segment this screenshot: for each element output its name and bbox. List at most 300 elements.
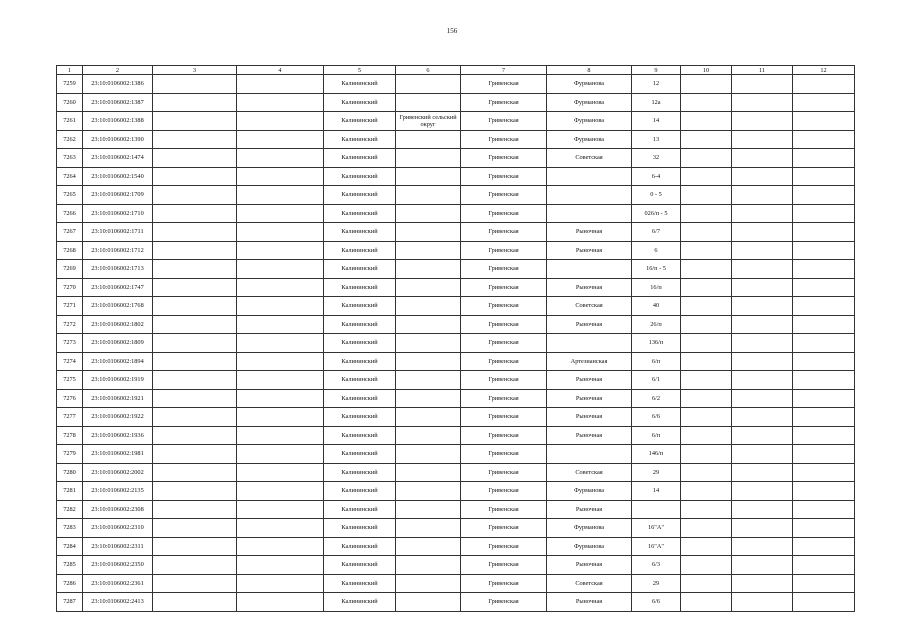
- cell-street: Советская: [547, 574, 632, 593]
- cell-col-3: [153, 167, 237, 186]
- cell-col-11: [732, 75, 793, 94]
- table-row: [57, 389, 855, 408]
- cell-col-12: [793, 445, 855, 464]
- column-header-col-4: 4: [237, 66, 324, 75]
- table-row: [57, 315, 855, 334]
- cell-row-number: 7281: [57, 482, 83, 501]
- table-row: [57, 260, 855, 279]
- cell-district: Калининский: [324, 426, 396, 445]
- table-row: [57, 371, 855, 390]
- cell-rural-district: [396, 426, 461, 445]
- cell-district: Калининский: [324, 445, 396, 464]
- cell-col-3: [153, 93, 237, 112]
- cell-col-12: [793, 186, 855, 205]
- cell-settlement: Гривенская: [461, 500, 547, 519]
- cell-settlement: Гривенская: [461, 445, 547, 464]
- cell-rural-district: [396, 537, 461, 556]
- table-body: [57, 75, 855, 612]
- cell-cadastral-number: 23:10:0106002:1712: [83, 241, 153, 260]
- cell-house-number: 6: [632, 241, 681, 260]
- cell-col-11: [732, 149, 793, 168]
- cell-rural-district: [396, 278, 461, 297]
- table-row: [57, 130, 855, 149]
- cell-col-4: [237, 445, 324, 464]
- cell-col-12: [793, 352, 855, 371]
- cell-col-11: [732, 371, 793, 390]
- cell-col-10: [681, 371, 732, 390]
- cell-row-number: 7271: [57, 297, 83, 316]
- cell-col-4: [237, 278, 324, 297]
- cell-rural-district: [396, 130, 461, 149]
- cell-settlement: Гривенская: [461, 167, 547, 186]
- table-header: [57, 66, 855, 75]
- cell-street: Фурманова: [547, 537, 632, 556]
- cell-settlement: Гривенская: [461, 556, 547, 575]
- cell-cadastral-number: 23:10:0106002:2002: [83, 463, 153, 482]
- cell-district: Калининский: [324, 241, 396, 260]
- cell-street: [547, 167, 632, 186]
- cell-street: Фурманова: [547, 519, 632, 538]
- cell-row-number: 7284: [57, 537, 83, 556]
- cell-rural-district: [396, 500, 461, 519]
- cell-col-10: [681, 482, 732, 501]
- cell-row-number: 7286: [57, 574, 83, 593]
- cell-cadastral-number: 23:10:0106002:1981: [83, 445, 153, 464]
- cell-col-4: [237, 260, 324, 279]
- cell-street: [547, 186, 632, 205]
- cell-street: [547, 445, 632, 464]
- cell-col-12: [793, 371, 855, 390]
- table-row: [57, 574, 855, 593]
- cell-district: Калининский: [324, 519, 396, 538]
- cell-district: Калининский: [324, 223, 396, 242]
- column-header-settlement: 7: [461, 66, 547, 75]
- cell-col-10: [681, 204, 732, 223]
- column-header-cadastral-number: 2: [83, 66, 153, 75]
- cell-col-12: [793, 463, 855, 482]
- cell-col-10: [681, 574, 732, 593]
- cell-street: Рыночная: [547, 241, 632, 260]
- cell-col-10: [681, 334, 732, 353]
- cell-row-number: 7270: [57, 278, 83, 297]
- cell-district: Калининский: [324, 260, 396, 279]
- cell-district: Калининский: [324, 167, 396, 186]
- cell-district: Калининский: [324, 334, 396, 353]
- cell-rural-district: [396, 75, 461, 94]
- cell-district: Калининский: [324, 278, 396, 297]
- cell-col-4: [237, 500, 324, 519]
- cell-cadastral-number: 23:10:0106002:1387: [83, 93, 153, 112]
- cell-col-12: [793, 519, 855, 538]
- cell-col-12: [793, 204, 855, 223]
- cell-cadastral-number: 23:10:0106002:2135: [83, 482, 153, 501]
- cell-row-number: 7269: [57, 260, 83, 279]
- cell-col-3: [153, 371, 237, 390]
- cell-col-11: [732, 389, 793, 408]
- cell-col-3: [153, 408, 237, 427]
- cell-house-number: 14: [632, 112, 681, 131]
- cell-col-12: [793, 260, 855, 279]
- cell-house-number: 026/п - 5: [632, 204, 681, 223]
- cell-house-number: 16"А": [632, 519, 681, 538]
- cell-street: Фурманова: [547, 482, 632, 501]
- cell-col-10: [681, 130, 732, 149]
- cell-col-4: [237, 482, 324, 501]
- cell-col-11: [732, 260, 793, 279]
- cell-cadastral-number: 23:10:0106002:1809: [83, 334, 153, 353]
- header-row: [57, 66, 855, 75]
- cell-col-3: [153, 352, 237, 371]
- cell-district: Калининский: [324, 75, 396, 94]
- cell-district: Калининский: [324, 315, 396, 334]
- cell-row-number: 7283: [57, 519, 83, 538]
- cell-col-12: [793, 500, 855, 519]
- cell-district: Калининский: [324, 112, 396, 131]
- cell-house-number: 26/п: [632, 315, 681, 334]
- cell-district: Калининский: [324, 500, 396, 519]
- cell-house-number: 146/п: [632, 445, 681, 464]
- cell-cadastral-number: 23:10:0106002:2311: [83, 537, 153, 556]
- cell-col-4: [237, 297, 324, 316]
- cell-col-3: [153, 241, 237, 260]
- cell-col-4: [237, 371, 324, 390]
- cell-col-4: [237, 75, 324, 94]
- cell-cadastral-number: 23:10:0106002:1711: [83, 223, 153, 242]
- cell-col-3: [153, 223, 237, 242]
- column-header-col-11: 11: [732, 66, 793, 75]
- cell-house-number: 16/п: [632, 278, 681, 297]
- cell-cadastral-number: 23:10:0106002:1894: [83, 352, 153, 371]
- cell-col-4: [237, 352, 324, 371]
- cell-settlement: Гривенская: [461, 389, 547, 408]
- cell-street: Советская: [547, 297, 632, 316]
- cell-col-3: [153, 574, 237, 593]
- column-header-district: 5: [324, 66, 396, 75]
- column-header-street: 8: [547, 66, 632, 75]
- cell-house-number: [632, 500, 681, 519]
- cell-col-12: [793, 593, 855, 612]
- cell-settlement: Гривенская: [461, 334, 547, 353]
- cell-settlement: Гривенская: [461, 574, 547, 593]
- cell-cadastral-number: 23:10:0106002:1768: [83, 297, 153, 316]
- cell-col-4: [237, 149, 324, 168]
- cell-col-11: [732, 574, 793, 593]
- cell-street: Рыночная: [547, 389, 632, 408]
- cell-settlement: Гривенская: [461, 149, 547, 168]
- cell-settlement: Гривенская: [461, 371, 547, 390]
- cell-col-10: [681, 186, 732, 205]
- cell-settlement: Гривенская: [461, 408, 547, 427]
- cell-cadastral-number: 23:10:0106002:1390: [83, 130, 153, 149]
- cell-col-4: [237, 186, 324, 205]
- cell-col-4: [237, 167, 324, 186]
- cell-rural-district: [396, 149, 461, 168]
- table-row: [57, 167, 855, 186]
- cell-cadastral-number: 23:10:0106002:1922: [83, 408, 153, 427]
- cell-rural-district: [396, 352, 461, 371]
- cell-col-10: [681, 537, 732, 556]
- cell-col-10: [681, 445, 732, 464]
- cell-col-3: [153, 445, 237, 464]
- cell-col-11: [732, 426, 793, 445]
- cell-house-number: 6/2: [632, 389, 681, 408]
- table-row: [57, 463, 855, 482]
- cell-settlement: Гривенская: [461, 426, 547, 445]
- cell-district: Калининский: [324, 556, 396, 575]
- cell-rural-district: [396, 93, 461, 112]
- cell-street: Советская: [547, 463, 632, 482]
- cell-col-3: [153, 500, 237, 519]
- cell-col-10: [681, 75, 732, 94]
- cell-col-12: [793, 130, 855, 149]
- cell-house-number: 6/6: [632, 593, 681, 612]
- column-header-house-number: 9: [632, 66, 681, 75]
- cell-district: Калининский: [324, 204, 396, 223]
- cell-col-10: [681, 241, 732, 260]
- cell-col-4: [237, 556, 324, 575]
- cell-district: Калининский: [324, 574, 396, 593]
- column-header-col-3: 3: [153, 66, 237, 75]
- cell-house-number: 29: [632, 574, 681, 593]
- cell-rural-district: [396, 574, 461, 593]
- cell-house-number: 16/п - 5: [632, 260, 681, 279]
- cell-row-number: 7285: [57, 556, 83, 575]
- cell-col-3: [153, 537, 237, 556]
- cell-col-11: [732, 537, 793, 556]
- cell-col-3: [153, 278, 237, 297]
- cell-house-number: 6/1: [632, 371, 681, 390]
- cell-col-10: [681, 463, 732, 482]
- cell-col-4: [237, 204, 324, 223]
- table-row: [57, 75, 855, 94]
- cell-col-11: [732, 167, 793, 186]
- table-row: [57, 537, 855, 556]
- cell-settlement: Гривенская: [461, 186, 547, 205]
- cell-house-number: 6/п: [632, 352, 681, 371]
- cell-district: Калининский: [324, 389, 396, 408]
- cell-rural-district: [396, 593, 461, 612]
- cell-street: Рыночная: [547, 408, 632, 427]
- cell-district: Калининский: [324, 371, 396, 390]
- table-row: [57, 408, 855, 427]
- cell-street: Рыночная: [547, 556, 632, 575]
- cell-col-3: [153, 112, 237, 131]
- cell-col-3: [153, 463, 237, 482]
- table-row: [57, 204, 855, 223]
- table-row: [57, 426, 855, 445]
- cell-cadastral-number: 23:10:0106002:1713: [83, 260, 153, 279]
- column-header-col-12: 12: [793, 66, 855, 75]
- cell-row-number: 7259: [57, 75, 83, 94]
- cell-house-number: 12: [632, 75, 681, 94]
- cell-rural-district: [396, 186, 461, 205]
- cell-col-11: [732, 445, 793, 464]
- table-row: [57, 278, 855, 297]
- cell-col-4: [237, 223, 324, 242]
- cell-col-4: [237, 408, 324, 427]
- cell-street: Рыночная: [547, 500, 632, 519]
- cell-col-12: [793, 574, 855, 593]
- cell-col-10: [681, 223, 732, 242]
- cell-street: Рыночная: [547, 223, 632, 242]
- cell-house-number: 6/6: [632, 408, 681, 427]
- cell-house-number: 12а: [632, 93, 681, 112]
- cell-district: Калининский: [324, 593, 396, 612]
- cell-col-3: [153, 260, 237, 279]
- cell-row-number: 7276: [57, 389, 83, 408]
- cell-rural-district: [396, 260, 461, 279]
- cell-col-11: [732, 297, 793, 316]
- cell-row-number: 7263: [57, 149, 83, 168]
- cell-col-12: [793, 334, 855, 353]
- cell-rural-district: [396, 519, 461, 538]
- cell-col-11: [732, 112, 793, 131]
- cell-settlement: Гривенская: [461, 463, 547, 482]
- cell-house-number: 32: [632, 149, 681, 168]
- cell-district: Калининский: [324, 408, 396, 427]
- cell-settlement: Гривенская: [461, 241, 547, 260]
- cell-col-4: [237, 519, 324, 538]
- cell-col-10: [681, 315, 732, 334]
- cell-col-3: [153, 204, 237, 223]
- cell-col-12: [793, 482, 855, 501]
- cell-district: Калининский: [324, 537, 396, 556]
- cell-settlement: Гривенская: [461, 223, 547, 242]
- cell-settlement: Гривенская: [461, 482, 547, 501]
- cell-col-4: [237, 315, 324, 334]
- cell-row-number: 7267: [57, 223, 83, 242]
- cell-row-number: 7287: [57, 593, 83, 612]
- cell-settlement: Гривенская: [461, 75, 547, 94]
- table-row: [57, 519, 855, 538]
- cell-cadastral-number: 23:10:0106002:1709: [83, 186, 153, 205]
- cell-col-11: [732, 593, 793, 612]
- cell-col-3: [153, 556, 237, 575]
- cell-house-number: 40: [632, 297, 681, 316]
- cell-rural-district: [396, 334, 461, 353]
- cell-col-4: [237, 389, 324, 408]
- cell-col-11: [732, 315, 793, 334]
- cell-rural-district: [396, 204, 461, 223]
- cell-rural-district: [396, 297, 461, 316]
- cell-district: Калининский: [324, 93, 396, 112]
- cell-col-4: [237, 463, 324, 482]
- cell-col-10: [681, 112, 732, 131]
- cell-col-3: [153, 297, 237, 316]
- cell-col-3: [153, 519, 237, 538]
- cell-row-number: 7261: [57, 112, 83, 131]
- cell-rural-district: [396, 463, 461, 482]
- cell-col-12: [793, 278, 855, 297]
- cell-street: Рыночная: [547, 278, 632, 297]
- cell-row-number: 7268: [57, 241, 83, 260]
- cell-rural-district: [396, 389, 461, 408]
- cell-cadastral-number: 23:10:0106002:1936: [83, 426, 153, 445]
- cell-rural-district: [396, 408, 461, 427]
- cell-settlement: Гривенская: [461, 130, 547, 149]
- cell-col-4: [237, 574, 324, 593]
- cell-col-3: [153, 389, 237, 408]
- cell-house-number: 0 - 5: [632, 186, 681, 205]
- cell-street: Советская: [547, 149, 632, 168]
- cell-settlement: Гривенская: [461, 278, 547, 297]
- cell-col-10: [681, 93, 732, 112]
- cell-col-12: [793, 408, 855, 427]
- table-row: [57, 223, 855, 242]
- cell-street: Фурманова: [547, 112, 632, 131]
- cell-col-12: [793, 112, 855, 131]
- table-row: [57, 500, 855, 519]
- cell-row-number: 7260: [57, 93, 83, 112]
- cell-col-4: [237, 130, 324, 149]
- cell-house-number: 14: [632, 482, 681, 501]
- cell-col-12: [793, 315, 855, 334]
- table-row: [57, 241, 855, 260]
- cell-col-4: [237, 334, 324, 353]
- cell-col-12: [793, 426, 855, 445]
- cell-house-number: 13: [632, 130, 681, 149]
- cell-house-number: 6/7: [632, 223, 681, 242]
- table-row: [57, 334, 855, 353]
- cell-col-10: [681, 389, 732, 408]
- cell-row-number: 7278: [57, 426, 83, 445]
- cell-col-4: [237, 93, 324, 112]
- cell-rural-district: [396, 241, 461, 260]
- cell-street: [547, 204, 632, 223]
- cell-col-11: [732, 204, 793, 223]
- cell-col-3: [153, 593, 237, 612]
- cell-col-12: [793, 75, 855, 94]
- cell-rural-district: [396, 482, 461, 501]
- cell-cadastral-number: 23:10:0106002:1388: [83, 112, 153, 131]
- cell-cadastral-number: 23:10:0106002:2413: [83, 593, 153, 612]
- cell-rural-district: [396, 223, 461, 242]
- cell-col-3: [153, 315, 237, 334]
- column-header-row-number: 1: [57, 66, 83, 75]
- cell-district: Калининский: [324, 186, 396, 205]
- cell-row-number: 7280: [57, 463, 83, 482]
- cell-col-10: [681, 297, 732, 316]
- cell-col-10: [681, 426, 732, 445]
- cell-row-number: 7275: [57, 371, 83, 390]
- cell-row-number: 7282: [57, 500, 83, 519]
- cell-col-10: [681, 519, 732, 538]
- cell-street: Фурманова: [547, 130, 632, 149]
- cell-col-11: [732, 500, 793, 519]
- cell-col-11: [732, 408, 793, 427]
- cell-col-12: [793, 223, 855, 242]
- cell-col-11: [732, 241, 793, 260]
- table-row: [57, 149, 855, 168]
- cell-col-12: [793, 93, 855, 112]
- cell-settlement: Гривенская: [461, 519, 547, 538]
- cell-district: Калининский: [324, 352, 396, 371]
- cell-settlement: Гривенская: [461, 593, 547, 612]
- cell-settlement: Гривенская: [461, 537, 547, 556]
- cell-district: Калининский: [324, 149, 396, 168]
- cell-col-4: [237, 593, 324, 612]
- cell-district: Калининский: [324, 482, 396, 501]
- cell-col-12: [793, 241, 855, 260]
- cell-cadastral-number: 23:10:0106002:1540: [83, 167, 153, 186]
- cell-col-3: [153, 186, 237, 205]
- cell-street: [547, 260, 632, 279]
- cell-street: Фурманова: [547, 93, 632, 112]
- cell-street: Рыночная: [547, 315, 632, 334]
- cell-settlement: Гривенская: [461, 315, 547, 334]
- table-row: [57, 186, 855, 205]
- cell-col-11: [732, 352, 793, 371]
